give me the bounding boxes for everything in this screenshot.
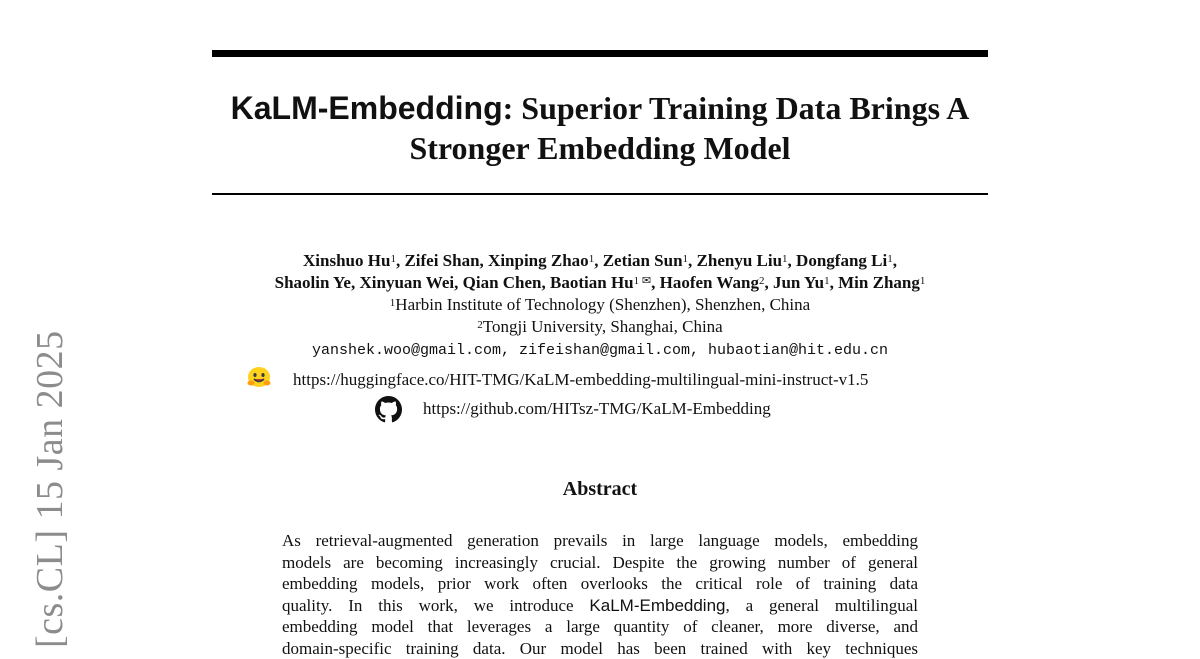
title-brand: KaLM-Embedding	[231, 90, 503, 126]
abstract-line	[282, 573, 918, 595]
author-name: Xinshuo Hu	[303, 251, 390, 270]
author-affiliation-marker: 1	[824, 275, 830, 287]
author-emails[interactable]: yanshek.woo@gmail.com, zifeishan@gmail.com, hubaotian@hit.edu.cn	[150, 341, 1050, 361]
author-name: Zetian Sun	[603, 251, 683, 270]
author-name: Min Zhang	[838, 273, 920, 292]
author-name: Zifei Shan	[404, 251, 479, 270]
abstract-line	[282, 552, 918, 574]
abstract-line	[282, 530, 918, 552]
author-name: Jun Yu	[773, 273, 824, 292]
arxiv-stamp	[28, 320, 72, 648]
title-line1-rest: : Superior Training Data Brings A	[503, 90, 970, 126]
author-affiliation-marker: 1	[887, 253, 893, 265]
author-affiliation-marker: 1	[390, 253, 396, 265]
author-name: Xinyuan Wei	[359, 273, 454, 292]
abstract-line	[282, 616, 918, 638]
abstract-text: embedding models, prior work often overlooks the critical role of training data	[282, 574, 918, 593]
author-line-2: Shaolin Ye, Xinyuan Wei, Qian Chen, Baotian $Hu^{1 ✉}$, Haofen Wang$^2$, Jun Yu$^1$, Min Zhang$^1$	[150, 272, 1050, 294]
abstract-text: models are becoming increasingly crucial. Despite the growing number of general	[282, 553, 918, 572]
abstract-text: domain-specific training data. Our model has been trained with key techniques	[282, 639, 918, 658]
author-name: Qian Chen	[463, 273, 542, 292]
model-name: KaLM-Embedding	[589, 596, 725, 615]
author-affiliation-marker: 1	[782, 253, 788, 265]
author-affiliation-marker: 1	[683, 253, 689, 265]
abstract-body	[282, 530, 918, 659]
abstract-heading: Abstract	[400, 478, 800, 501]
author-name: Xinping Zhao	[488, 251, 589, 270]
abstract-line	[282, 638, 918, 659]
author-list	[150, 250, 1050, 294]
title-top-rule	[212, 50, 988, 57]
huggingface-link[interactable]: https://huggingface.co/HIT-TMG/KaLM-embedding-multilingual-mini-instruct-v1.5	[293, 369, 868, 391]
affiliation-2-marker: 2	[477, 319, 483, 331]
affiliation-1-text: Harbin Institute of Technology (Shenzhen), Shenzhen, China	[395, 295, 810, 314]
author-affiliation-marker: 1	[920, 275, 926, 287]
abstract-text: embedding model that leverages a large quantity of cleaner, more diverse, and	[282, 617, 918, 636]
author-affiliation-marker: 1 ✉	[634, 275, 651, 287]
abstract-text: As retrieval-augmented generation prevails in large language models, embedding	[282, 531, 918, 550]
abstract-text: quality. In this work, we introduce	[282, 596, 589, 615]
author-affiliation-marker: 1	[589, 253, 595, 265]
author-affiliation-marker: 2	[759, 275, 765, 287]
title-bottom-rule	[212, 193, 988, 195]
affiliation-1-marker: 1	[390, 297, 396, 309]
huggingface-icon	[246, 366, 272, 388]
affiliation-1	[150, 294, 1050, 316]
abstract-line	[282, 595, 918, 617]
arxiv-stamp-text: [cs.CL] 15 Jan 2025	[28, 330, 72, 648]
author-line-1: Xinshuo Hu$^1$, Zifei Shan, Xinping Zhao$^1$, Zetian Sun$^1$, Zhenyu Liu$^1$, Dongfang Li$^1$,	[150, 250, 1050, 272]
paper-title	[180, 88, 1020, 168]
author-name: Dongfang Li	[796, 251, 887, 270]
affiliation-2	[150, 316, 1050, 338]
github-icon	[375, 396, 402, 423]
author-name: Shaolin Ye	[275, 273, 351, 292]
author-name: Haofen Wang	[660, 273, 759, 292]
github-link[interactable]: https://github.com/HITsz-TMG/KaLM-Embedding	[423, 398, 771, 420]
title-line2: Stronger Embedding Model	[409, 130, 790, 166]
author-name: Baotian Hu	[550, 273, 634, 292]
author-name: Zhenyu Liu	[697, 251, 783, 270]
affiliation-2-text: Tongji University, Shanghai, China	[483, 317, 723, 336]
abstract-text: , a general multilingual	[726, 596, 919, 615]
